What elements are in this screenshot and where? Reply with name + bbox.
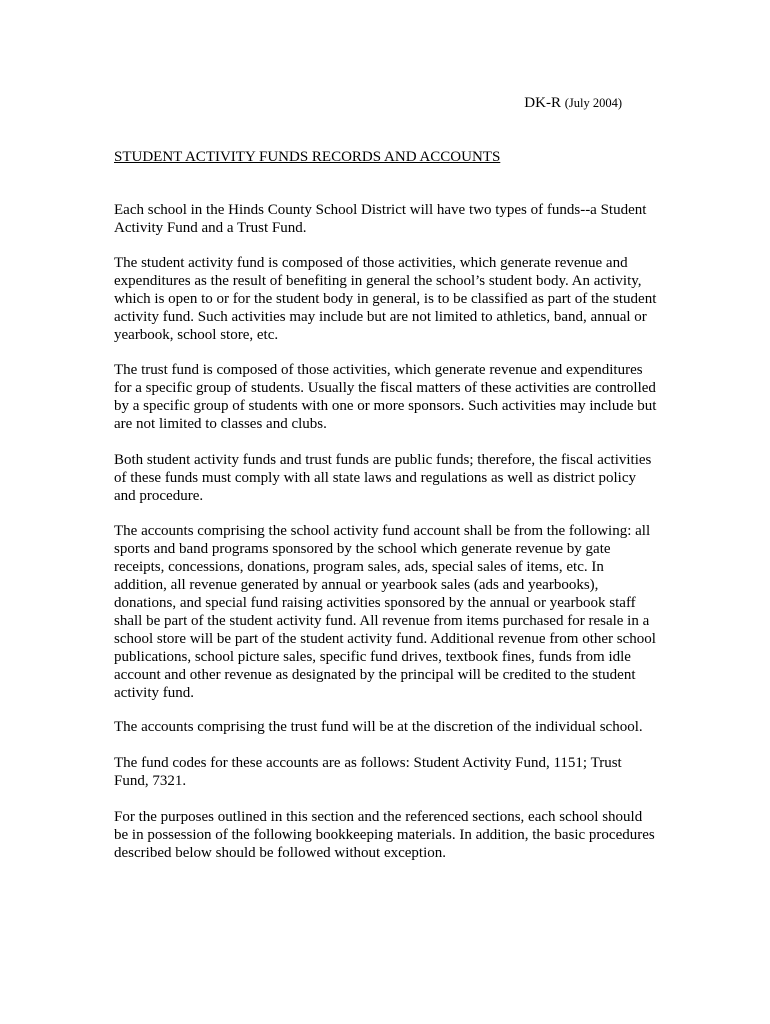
document-code-id: DK-R [524,95,561,111]
paragraph-trust-fund: The trust fund is composed of those activities, which generate revenue and expenditures for a specific group of students. Usually the fiscal matters of these activities are controlled by a specific group of students with one or more sponsors. Such activities may include but are not limited to classes and clubs. [114,362,657,432]
document-code-date: (July 2004) [564,96,622,110]
paragraph-activity-fund-accounts: The accounts comprising the school activity fund account shall be from the following: all sports and band programs sponsored by the school which generate revenue by gate receipts, concessions, donations, program sales, ads, special sales of items, etc. In addition, all revenue generated by annual or yearbook sales (ads and yearbooks), donations, and special fund raising activities sponsored by the annual or yearbook staff shall be part of the student activity fund. All revenue from items purchased for resale in a school store will be part of the student activity fund. Additional revenue from other school publications, school picture sales, specific fund drives, textbook fines, funds from idle account and other revenue as designated by the principal will be credited to the student activity fund. [114,523,656,701]
paragraph-fund-types: Each school in the Hinds County School District will have two types of funds--a Student Activity Fund and a Trust Fund. [114,202,647,236]
paragraph-student-activity-fund: The student activity fund is composed of those activities, which generate revenue and expenditures as the result of benefiting in general the school’s student body. An activity, which is open to or for the student body in general, is to be classified as part of the student activity fund. Such activities may include but are not limited to athletics, band, annual or yearbook, school store, etc. [114,255,657,343]
paragraph-fund-codes: The fund codes for these accounts are as follows: Student Activity Fund, 1151; Trust Fund, 7321. [114,755,622,789]
paragraph-bookkeeping-materials: For the purposes outlined in this section and the referenced sections, each school should be in possession of the following bookkeeping materials. In addition, the basic procedures described below should be followed without exception. [114,809,655,861]
paragraph-trust-fund-accounts: The accounts comprising the trust fund will be at the discretion of the individual school. [114,719,643,735]
document-code [524,94,622,112]
document-title: STUDENT ACTIVITY FUNDS RECORDS AND ACCOUNTS [114,149,501,165]
paragraph-public-funds: Both student activity funds and trust funds are public funds; therefore, the fiscal activities of these funds must comply with all state laws and regulations as well as district policy and procedure. [114,452,652,504]
